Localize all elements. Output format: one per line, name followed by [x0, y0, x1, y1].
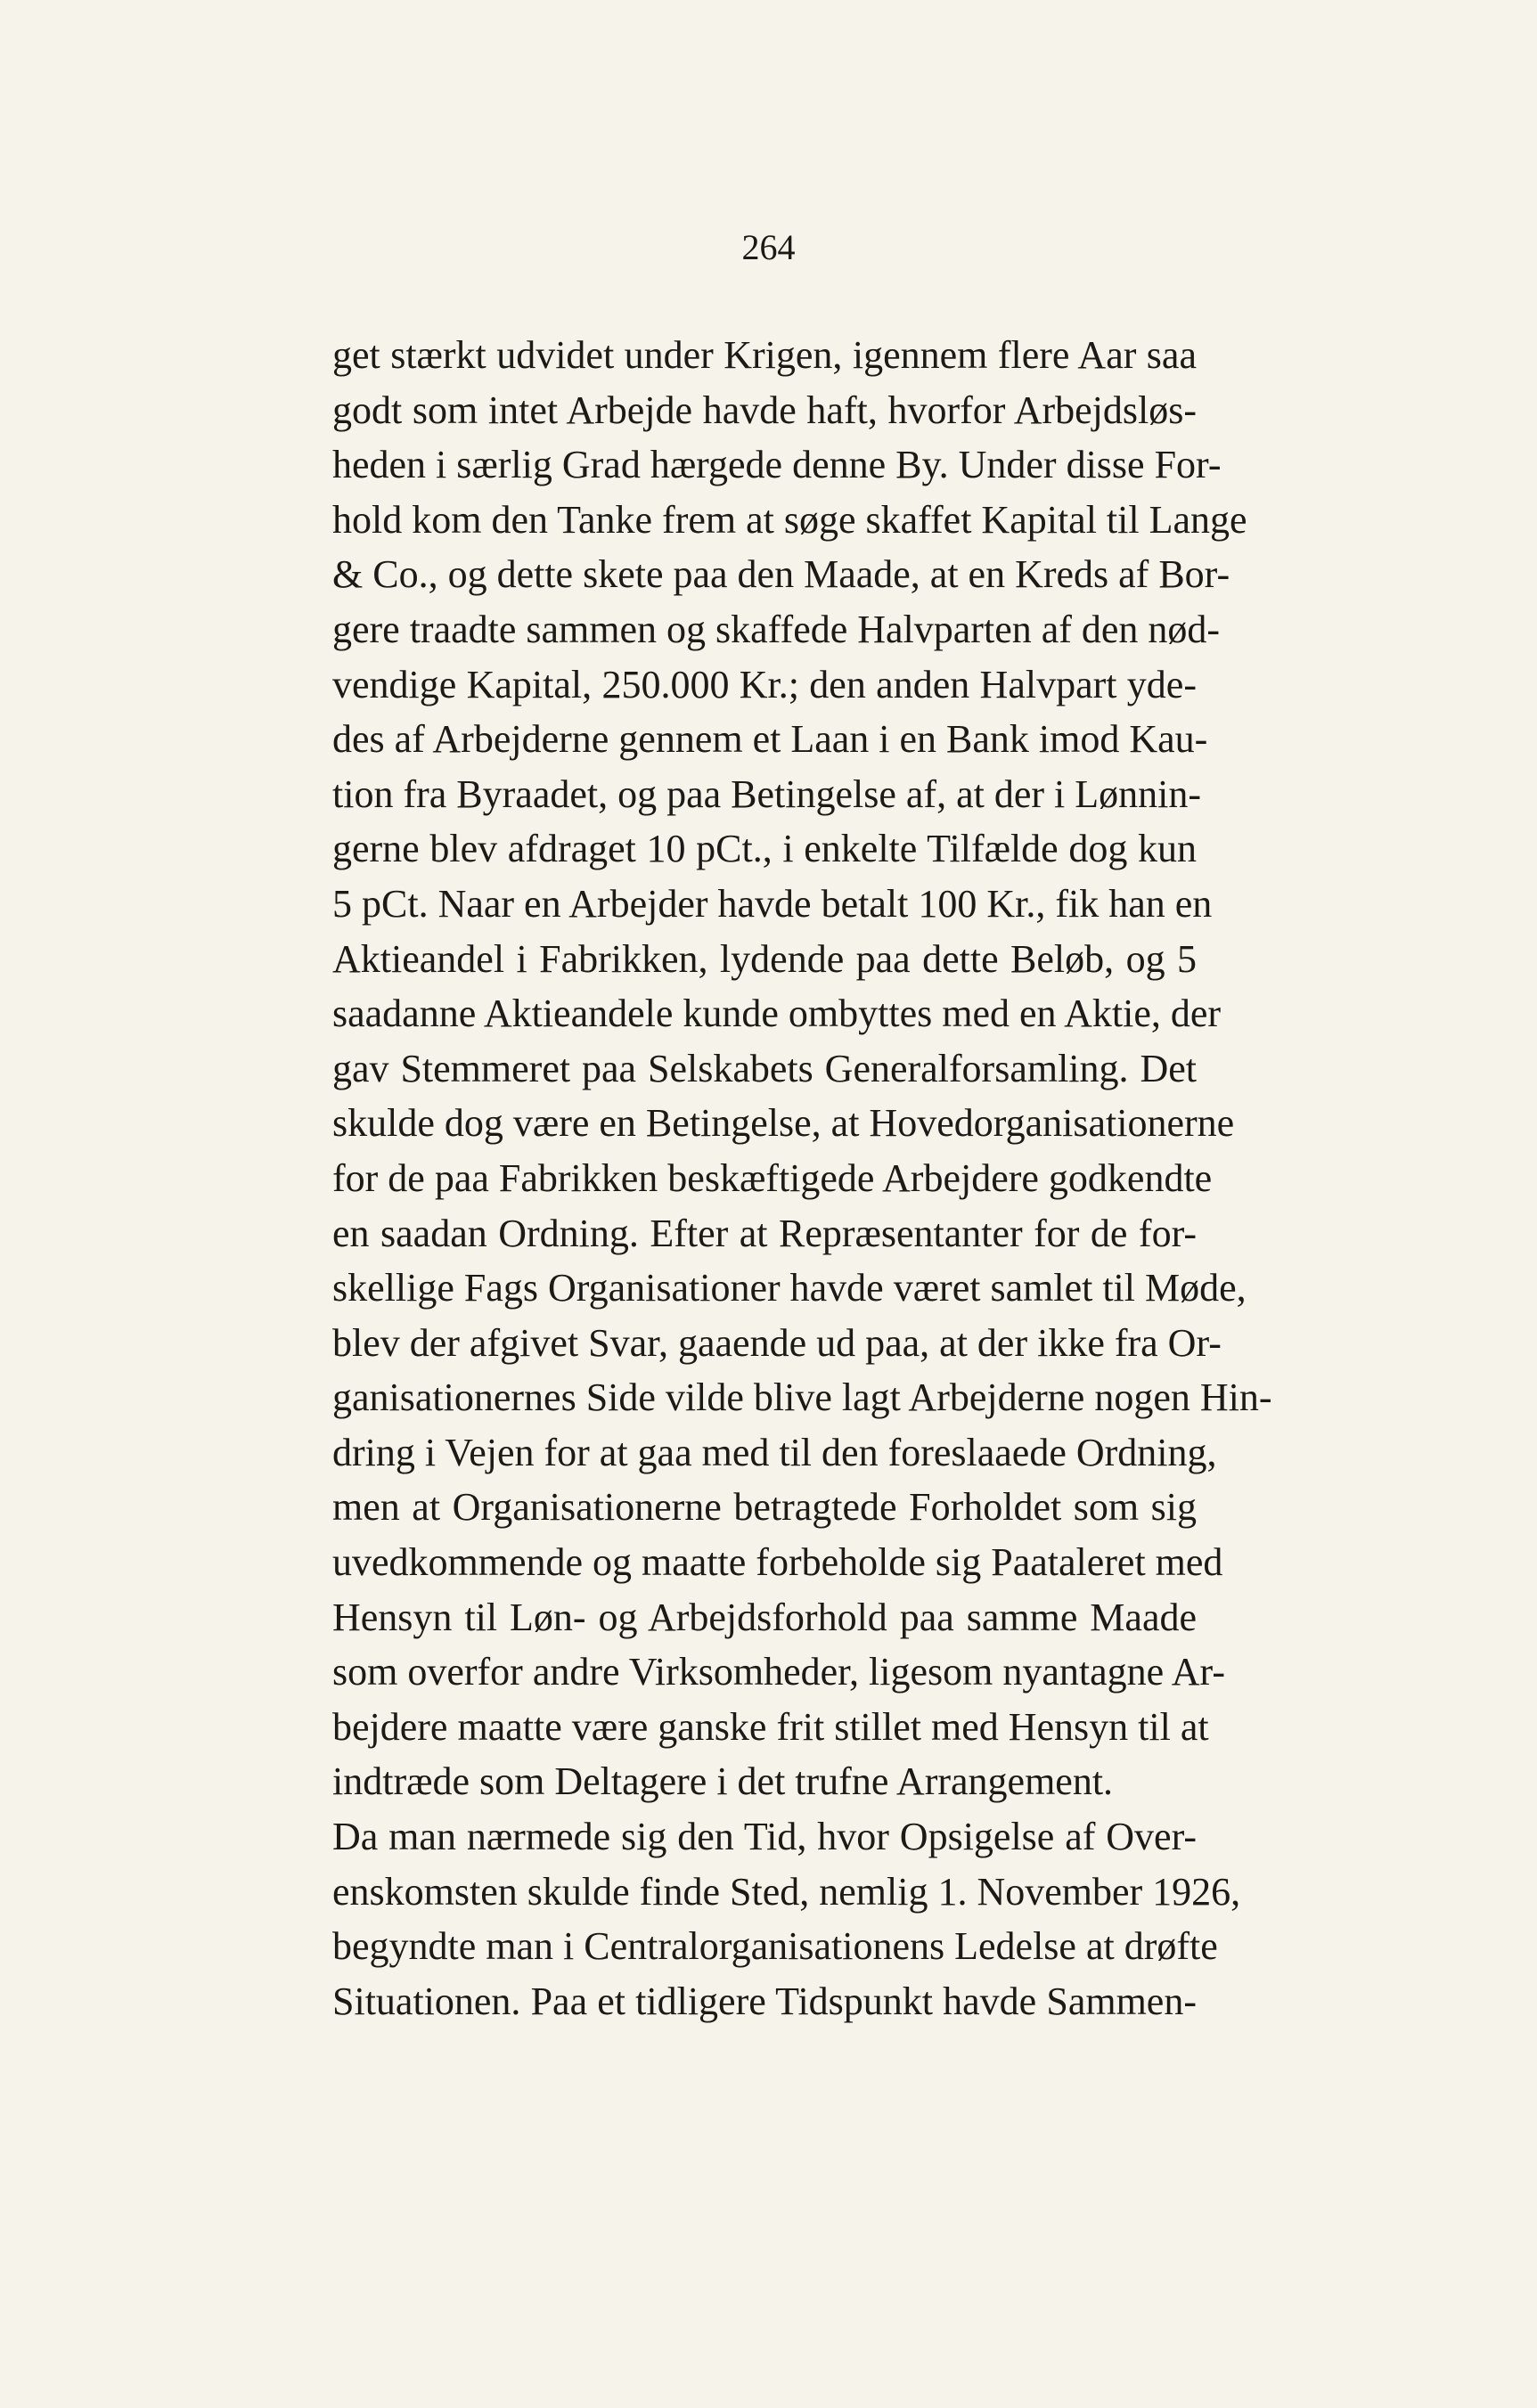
text-line: men at Organisationerne betragtede Forholdet som sig — [332, 1485, 1197, 1530]
page-number: 264 — [741, 227, 796, 267]
text-line: for de paa Fabrikken beskæftigede Arbejdere godkendte — [332, 1155, 1213, 1200]
text-line: blev der afgivet Svar, gaaende ud paa, at der ikke fra Or- — [332, 1320, 1222, 1365]
text-line: begyndte man i Centralorganisationens Ledelse at drøfte — [332, 1924, 1218, 1969]
text-line: tion fra Byraadet, og paa Betingelse af, at der i Lønnin- — [332, 771, 1201, 816]
text-line: som overfor andre Virksomheder, ligesom nyantagne Ar- — [332, 1650, 1225, 1694]
text-line: heden i særlig Grad hærgede denne By. Under disse For- — [332, 443, 1222, 487]
text-line: ganisationernes Side vilde blive lagt Arbejderne nogen Hin- — [332, 1375, 1272, 1420]
text-line: & Co., og dette skete paa den Maade, at en Kreds af Bor- — [332, 552, 1230, 597]
text-line: dring i Vejen for at gaa med til den foreslaaede Ordning, — [332, 1430, 1217, 1474]
text-line: saadanne Aktieandele kunde ombyttes med en Aktie, der — [332, 992, 1222, 1036]
text-line: get stærkt udvidet under Krigen, igennem flere Aar saa — [332, 333, 1197, 377]
text-line: Aktieandel i Fabrikken, lydende paa dette Beløb, og 5 — [332, 936, 1197, 981]
text-line: gerne blev afdraget 10 pCt., i enkelte Tilfælde dog kun — [332, 827, 1197, 871]
paragraph-2 — [332, 1809, 1241, 2028]
text-line: vendige Kapital, 250.000 Kr.; den anden Halvpart yde- — [332, 662, 1197, 706]
text-line: skellige Fags Organisationer havde været samlet til Møde, — [332, 1266, 1247, 1310]
text-line: Hensyn til Løn- og Arbejdsforhold paa samme Maade — [332, 1595, 1197, 1639]
text-line: hold kom den Tanke frem at søge skaffet Kapital til Lange — [332, 497, 1247, 542]
text-line: indtræde som Deltagere i det trufne Arrangement. — [332, 1759, 1114, 1804]
text-line: gav Stemmeret paa Selskabets Generalforsamling. Det — [332, 1046, 1197, 1090]
text-line: en saadan Ordning. Efter at Repræsentanter for de for- — [332, 1211, 1197, 1255]
body-text — [332, 328, 1272, 2028]
text-line: gere traadte sammen og skaffede Halvparten af den nød- — [332, 607, 1221, 651]
text-line: uvedkommende og maatte forbeholde sig Paataleret med — [332, 1540, 1223, 1585]
text-line: enskomsten skulde finde Sted, nemlig 1. November 1926, — [332, 1869, 1241, 1914]
paragraph-1 — [332, 328, 1272, 1809]
text-line: skulde dog være en Betingelse, at Hovedorganisationerne — [332, 1101, 1235, 1146]
text-line: Da man nærmede sig den Tid, hvor Opsigelse af Over- — [332, 1815, 1197, 1859]
text-line: 5 pCt. Naar en Arbejder havde betalt 100 Kr., fik han en — [332, 881, 1213, 926]
text-line: godt som intet Arbejde havde haft, hvorfor Arbejdsløs- — [332, 388, 1197, 432]
text-line: bejdere maatte være ganske frit stillet med Hensyn til at — [332, 1704, 1209, 1749]
text-line: Situationen. Paa et tidligere Tidspunkt havde Sammen- — [332, 1979, 1197, 2023]
text-line: des af Arbejderne gennem et Laan i en Bank imod Kau- — [332, 717, 1208, 762]
